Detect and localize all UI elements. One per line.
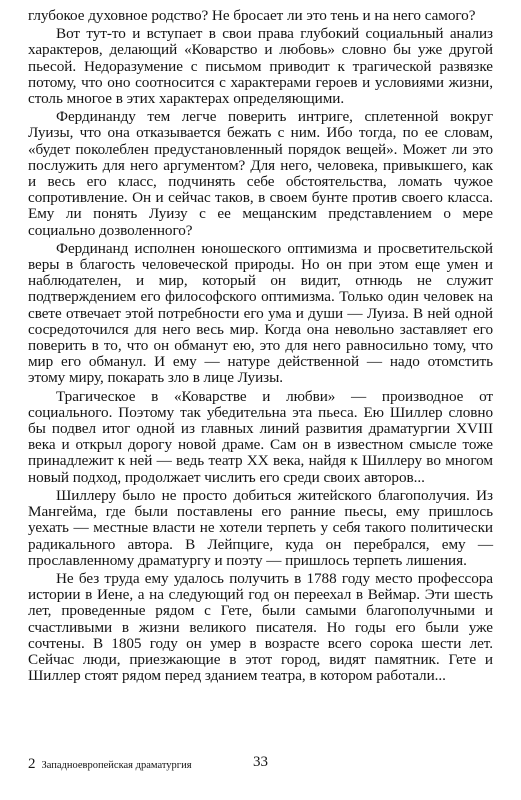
- paragraph-6: Шиллеру было не просто добиться житейского благополучия. Из Мангейма, где были поставлены его ранние пьесы, ему пришлось уехать — местные власти не хотели терпеть у себя такого политически радикального автора. В Лейпциге, куда он перебрался, ему — прославленному драматургу и поэту — пришлось терпеть лишения.: [28, 486, 493, 569]
- paragraph-1: глубокое духовное родство? Не бросает ли это тень и на него самого?: [28, 7, 476, 24]
- signature-title: Западноевропейская драматургия: [41, 760, 192, 771]
- paragraph-5: Трагическое в «Коварстве и любви» — производное от социального. Поэтому так убедительна эта пьеса. Ею Шиллер словно бы подвел итог одной из главных линий развития драматургии XVIII века и открыл дорогу новой драме. Сам он в известном смысле тоже принадлежит к ней — ведь театр XX века, найдя к Шиллеру во многом новый подход, продолжает числить его среди своих авторов...: [28, 387, 493, 486]
- paragraph-4: Фердинанд исполнен юношеского оптимизма и просветительской веры в благость человеческой природы. Но он при этом еще умен и наблюдателен, и мир, который он видит, отнюдь не служит подтверждением его философского оптимизма. Только один человек на свете отвечает этой потребности его ума и души — Луиза. В ней одной сосредоточился для него весь мир. Когда она невольно заставляет его поверить в то, что он обманут ею, это для него равносильно тому, что мир его обманул. И ему — натуре действенной — надо отомстить этому миру, покарать зло в лице Луизы.: [28, 239, 493, 387]
- page-number: 33: [253, 754, 268, 770]
- page-footer: [28, 754, 493, 772]
- footer-signature: [28, 756, 192, 773]
- signature-number: 2: [28, 756, 36, 772]
- paragraph-7: Не без труда ему удалось получить в 1788 году место профессора истории в Иене, а на следующий год он переехал в Веймар. Эти шесть лет, проведенные рядом с Гете, были самыми благополучными и счастливыми в жизни великого писателя. Но годы его были уже сочтены. В 1805 году он умер в возрасте всего сорока шести лет. Сейчас люди, приезжающие в этот город, видят памятник. Гете и Шиллер стоят рядом перед зданием театра, в котором работали...: [28, 569, 493, 685]
- text-column: [28, 8, 493, 684]
- paragraph-2: Вот тут-то и вступает в свои права глубокий социальный анализ характеров, делающий «Коварство и любовь» словно бы уже другой пьесой. Недоразумение с письмом приводит к трагической развязке потому, что оно соотносится с характерами героев и условиями жизни, столь многое в этих характерах определяющими.: [28, 25, 493, 108]
- paragraph-3: Фердинанду тем легче поверить интриге, сплетенной вокруг Луизы, что она отказывается бежать с ним. Ибо тогда, по ее словам, «будет поколеблен предустановленный порядок вещей». Может ли это послужить для него аргументом? Для него, человека, привыкшего, как и весь его класс, подчинять себе обстоятельства, ломать чужое сопротивление. Он и сейчас таков, в своем бунте против своего класса. Ему ли понять Луизу с ее мещанским представлением о мере социально дозволенного?: [28, 108, 493, 239]
